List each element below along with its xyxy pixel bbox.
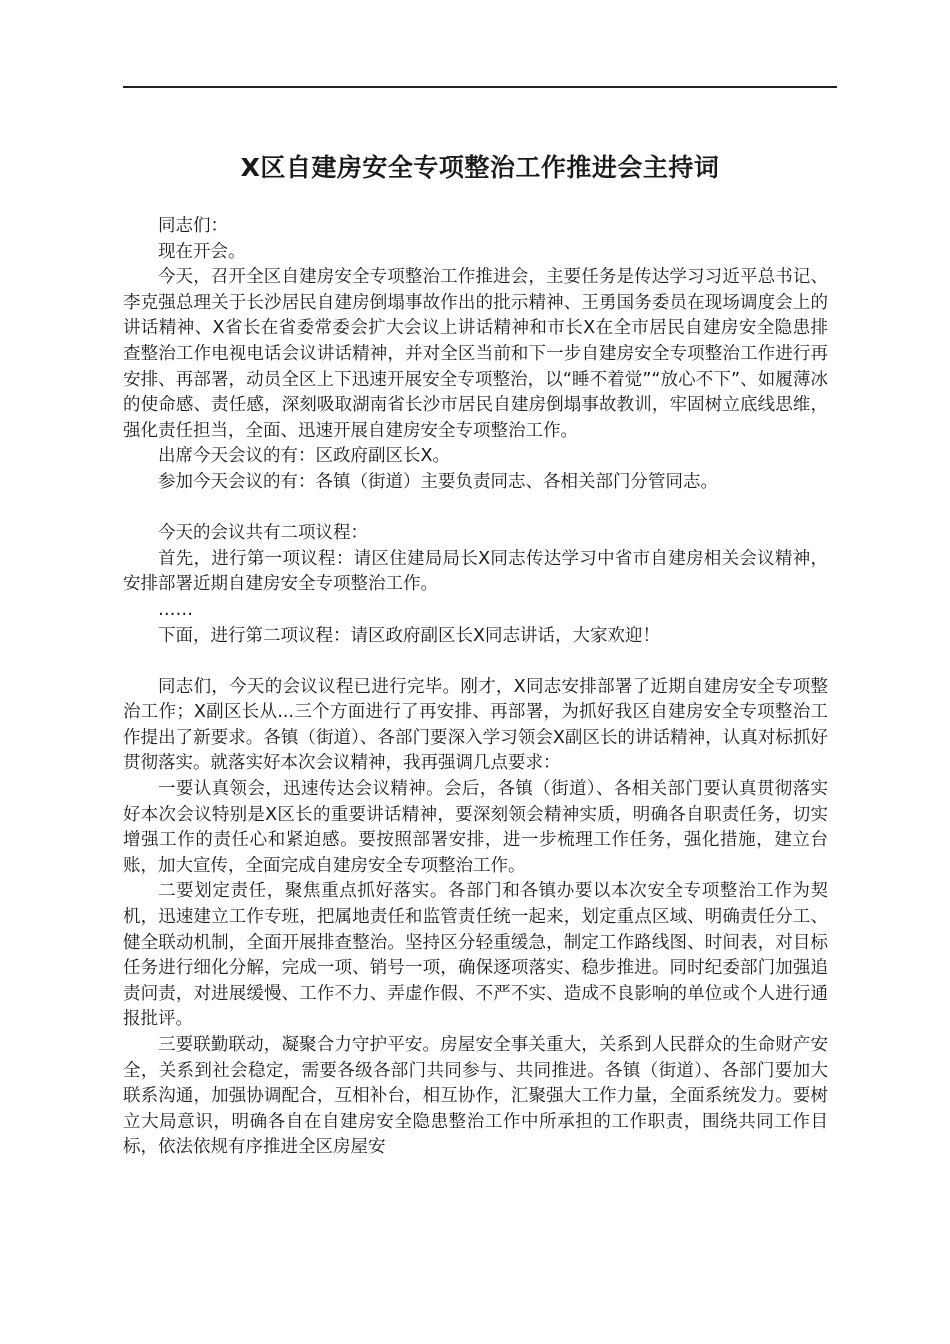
opening-line: 现在开会。 xyxy=(158,241,246,262)
paragraph-requirement-2: 二要划定责任，聚焦重点抓好落实。各部门和各镇办要以本次安全专项整治工作为契机，迅速建立工作专班，把属地责任和监管责任统一起来，划定重点区域、明确责任分工、健全联动机制，全面开展排查整治。坚持区分轻重缓急，制定工作路线图、时间表，对目标任务进行细化分解，完成一项、销号一项，确保逐项落实、稳步推进。同时纪委部门加强追责问责，对进展缓慢、工作不力、弄虚作假、不严不实、造成不良影响的单位或个人进行通报批评。 xyxy=(123,881,828,1030)
paragraph-agenda-item-2: 下面，进行第二项议程：请区政府副区长X同志讲话，大家欢迎！ xyxy=(158,625,660,646)
document-body xyxy=(123,214,828,1161)
paragraph-spacer xyxy=(123,649,828,675)
paragraph-requirement-3: 三要联勤联动，凝聚合力守护平安。房屋安全事关重大，关系到人民群众的生命财产安全，关系到社会稳定，需要各级各部门共同参与、共同推进。各镇（街道）、各部门要加大联系沟通，加强协调配合，互相补台，相互协作，汇聚强大工作力量，全面系统发力。要树立大局意识，明确各自在自建房安全隐患整治工作中所承担的工作职责，围绕共同工作目标，依法依规有序推进全区房屋安 xyxy=(123,1035,828,1158)
paragraph-ellipsis: …… xyxy=(158,599,193,620)
salutation: 同志们： xyxy=(158,216,228,236)
document-title: X区自建房安全专项整治工作推进会主持词 xyxy=(240,153,720,182)
paragraph-summary: 同志们，今天的会议议程已进行完毕。刚才，X同志安排部署了近期自建房安全专项整治工作；X副区长从...三个方面进行了再安排、再部署，为抓好我区自建房安全专项整治工作提出了新要求。各镇（街道）、各部门要深入学习领会X副区长的讲话精神，认真对标抓好贯彻落实。就落实好本次会议精神，我再强调几点要求： xyxy=(123,676,828,774)
paragraph-attendees: 出席今天会议的有：区政府副区长X。 xyxy=(158,446,450,467)
paragraph-requirement-1: 一要认真领会，迅速传达会议精神。会后，各镇（街道）、各相关部门要认真贯彻落实好本次会议特别是X区长的重要讲话精神，要深刻领会精神实质，明确各自职责任务，切实增强工作的责任心和紧迫感。要按照部署安排，进一步梳理工作任务，强化措施，建立台账，加大宣传，全面完成自建房安全专项整治工作。 xyxy=(123,779,828,876)
paragraph-spacer xyxy=(123,496,828,522)
paragraph-participants: 参加今天会议的有：各镇（街道）主要负责同志、各相关部门分管同志。 xyxy=(158,471,718,492)
paragraph-meeting-purpose: 今天，召开全区自建房安全专项整治工作推进会，主要任务是传达学习习近平总书记、李克强总理关于长沙居民自建房倒塌事故作出的批示精神、王勇国务委员在现场调度会上的讲话精神、X省长在省委常委会扩大会议上讲话精神和市长X在全市居民自建房安全隐患排查整治工作电视电话会议讲话精神，并对全区当前和下一步自建房安全专项整治工作进行再安排、再部署，动员全区上下迅速开展安全专项整治，以“睡不着觉”“放心不下”、如履薄冰的使命感、责任感，深刻吸取湖南省长沙市居民自建房倒塌事故教训，牢固树立底线思维，强化责任担当，全面、迅速开展自建房安全专项整治工作。 xyxy=(123,267,828,441)
paragraph-agenda-item-1: 首先，进行第一项议程：请区住建局局长X同志传达学习中省市自建房相关会议精神，安排部署近期自建房安全专项整治工作。 xyxy=(123,548,828,595)
paragraph-agenda-intro: 今天的会议共有二项议程： xyxy=(158,523,368,544)
header-rule xyxy=(123,86,837,88)
